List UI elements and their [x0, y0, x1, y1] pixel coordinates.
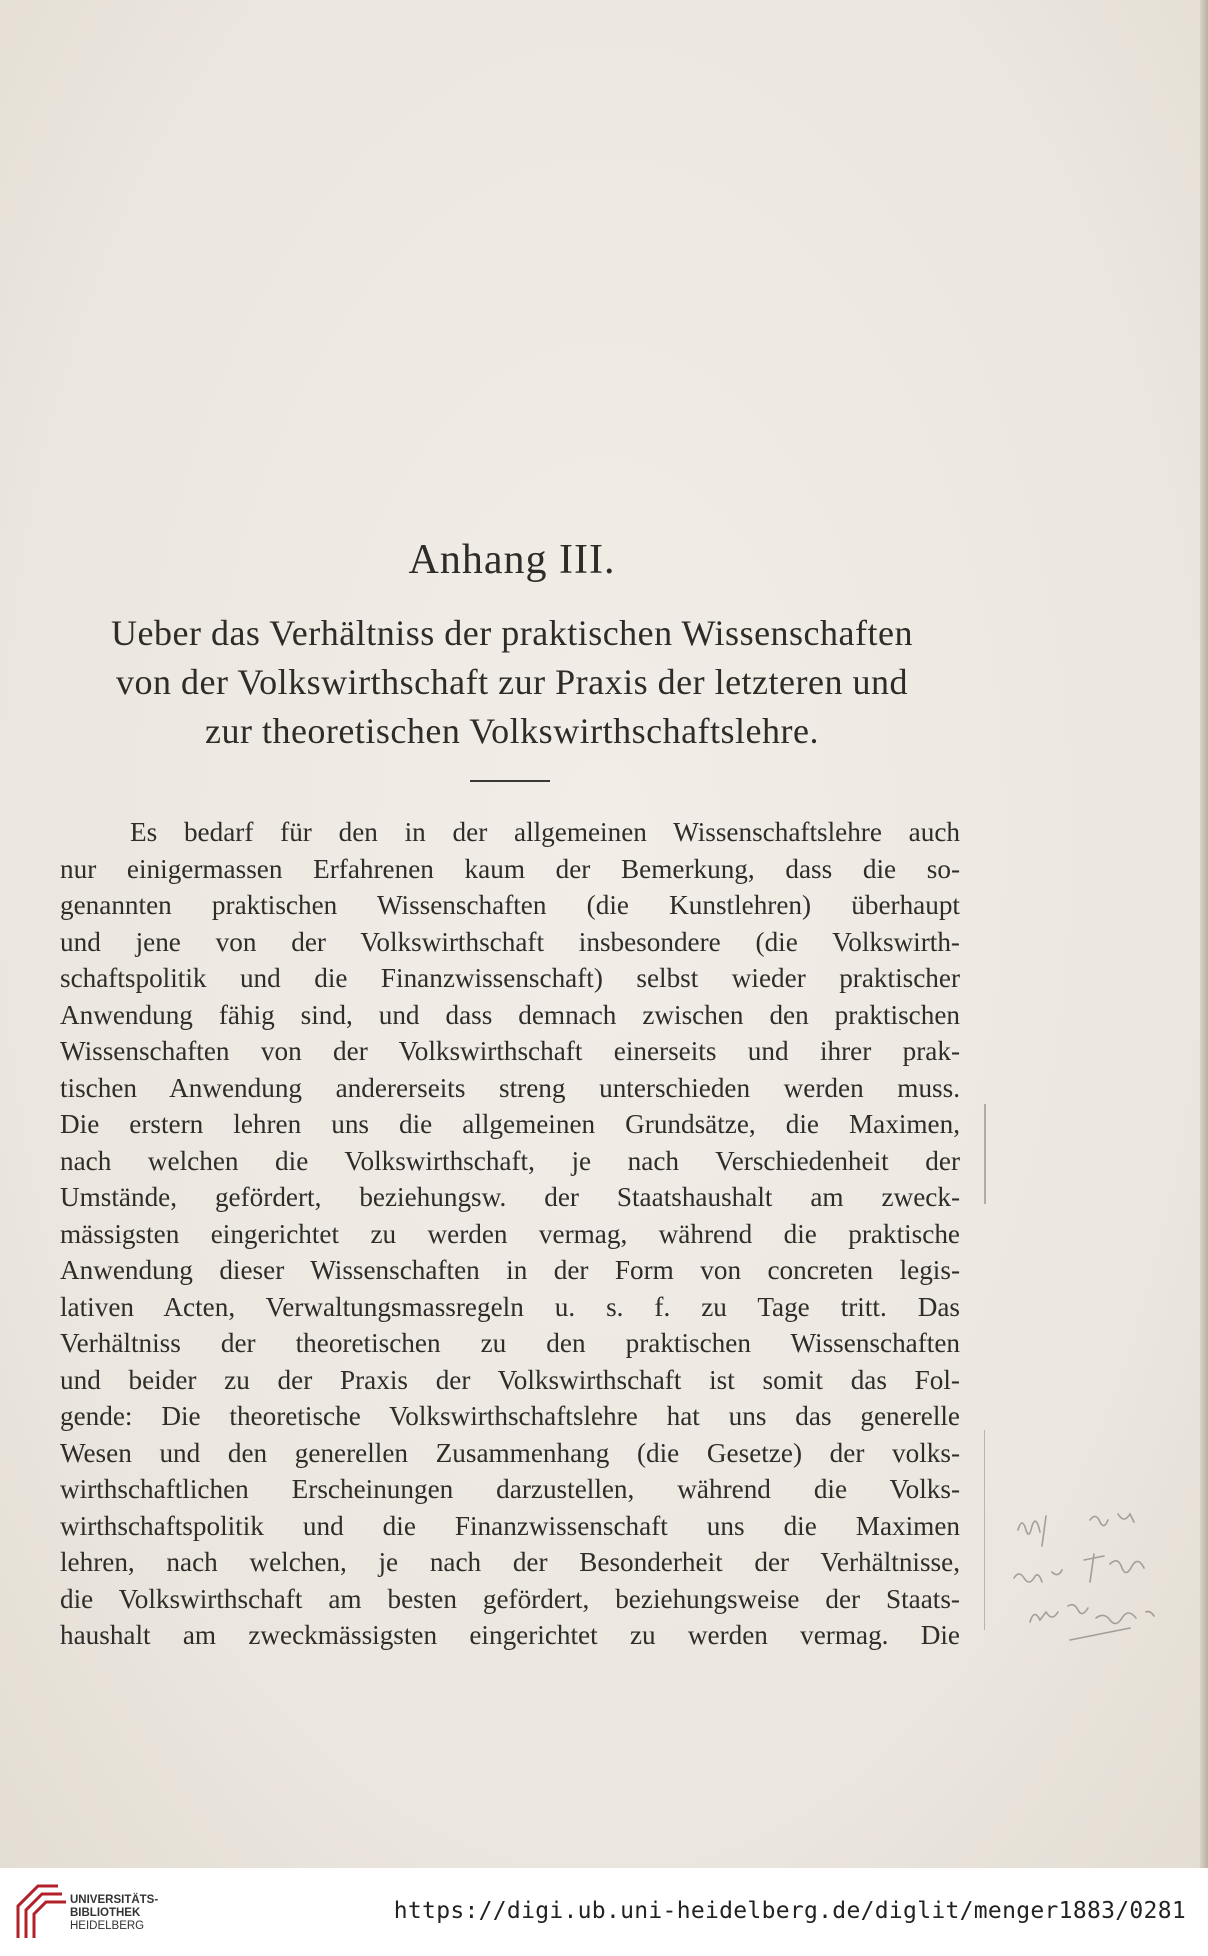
library-name-line: BIBLIOTHEK: [70, 1907, 141, 1919]
text-line: Es bedarf für den in der allgemeinen Wissenschaftslehre auch: [130, 817, 960, 847]
margin-pencil-bracket: [984, 1104, 990, 1204]
text-line: haushalt am zweckmässigsten eingerichtet zu werden vermag. Die: [60, 1620, 960, 1650]
text-line: mässigsten eingerichtet zu werden vermag, während die praktische: [60, 1218, 960, 1249]
text-line: nach welchen die Volkswirthschaft, je nach Verschiedenheit der: [60, 1145, 960, 1176]
library-name-line: HEIDELBERG: [70, 1920, 145, 1932]
margin-pencil-bracket: [984, 1430, 989, 1630]
text-line: nur einigermassen Erfahrenen kaum der Bemerkung, dass die so-: [60, 853, 960, 884]
text-line: Wissenschaften von der Volkswirthschaft einerseits und ihrer prak-: [60, 1036, 960, 1066]
library-logo-icon: [12, 1878, 74, 1944]
text-line: lehren, nach welchen, je nach der Besonderheit der Verhältnisse,: [60, 1547, 960, 1577]
text-line: tischen Anwendung andererseits streng unterschieden werden muss.: [60, 1072, 960, 1103]
text-line: Anwendung dieser Wissenschaften in der Form von concreten legis-: [60, 1255, 960, 1285]
text-line: Verhältniss der theoretischen zu den praktischen Wissenschaften: [60, 1328, 960, 1358]
text-line: gende: Die theoretische Volkswirthschaftslehre hat uns das generelle: [60, 1401, 960, 1431]
text-line: die Volkswirthschaft am besten gefördert, beziehungsweise der Staats-: [60, 1583, 960, 1614]
body-paragraph: [60, 814, 960, 1654]
source-url-link[interactable]: https://digi.ub.uni-heidelberg.de/diglit/menger1883/0281: [393, 1898, 1186, 1924]
text-line: und jene von der Volkswirthschaft insbesondere (die Volkswirth-: [60, 926, 960, 957]
text-line: Die erstern lehren uns die allgemeinen Grundsätze, die Maximen,: [60, 1109, 960, 1139]
section-title-line: zur theoretischen Volkswirthschaftslehre.: [204, 711, 819, 751]
page-edge: [1200, 0, 1208, 1868]
text-line: Umstände, gefördert, beziehungsw. der Staatshaushalt am zweck-: [60, 1182, 960, 1212]
title-divider-rule: [470, 780, 550, 782]
appendix-title: Anhang III.: [408, 537, 616, 583]
text-line: wirthschaftlichen Erscheinungen darzustellen, während die Volks-: [60, 1474, 960, 1504]
section-title-line: von der Volkswirthschaft zur Praxis der letzteren und: [116, 662, 908, 702]
text-line: schaftspolitik und die Finanzwissenschaft) selbst wieder praktischer: [60, 963, 960, 993]
text-line: Anwendung fähig sind, und dass demnach zwischen den praktischen: [60, 999, 960, 1030]
section-title-line: Ueber das Verhältniss der praktischen Wissenschaften: [111, 613, 913, 653]
library-name-line: UNIVERSITÄTS-: [70, 1894, 159, 1906]
text-line: wirthschaftspolitik und die Finanzwissenschaft uns die Maximen: [60, 1510, 960, 1541]
viewer-footer: [0, 1868, 1208, 1956]
text-line: lativen Acten, Verwaltungsmassregeln u. s. f. zu Tage tritt. Das: [60, 1291, 960, 1322]
text-line: Wesen und den generellen Zusammenhang (die Gesetze) der volks-: [60, 1437, 960, 1468]
text-line: und beider zu der Praxis der Volkswirthschaft ist somit das Fol-: [60, 1364, 960, 1395]
text-line: genannten praktischen Wissenschaften (die Kunstlehren) überhaupt: [60, 890, 960, 920]
library-name: [70, 1894, 158, 1933]
handwritten-margin-note: [1000, 1490, 1200, 1660]
